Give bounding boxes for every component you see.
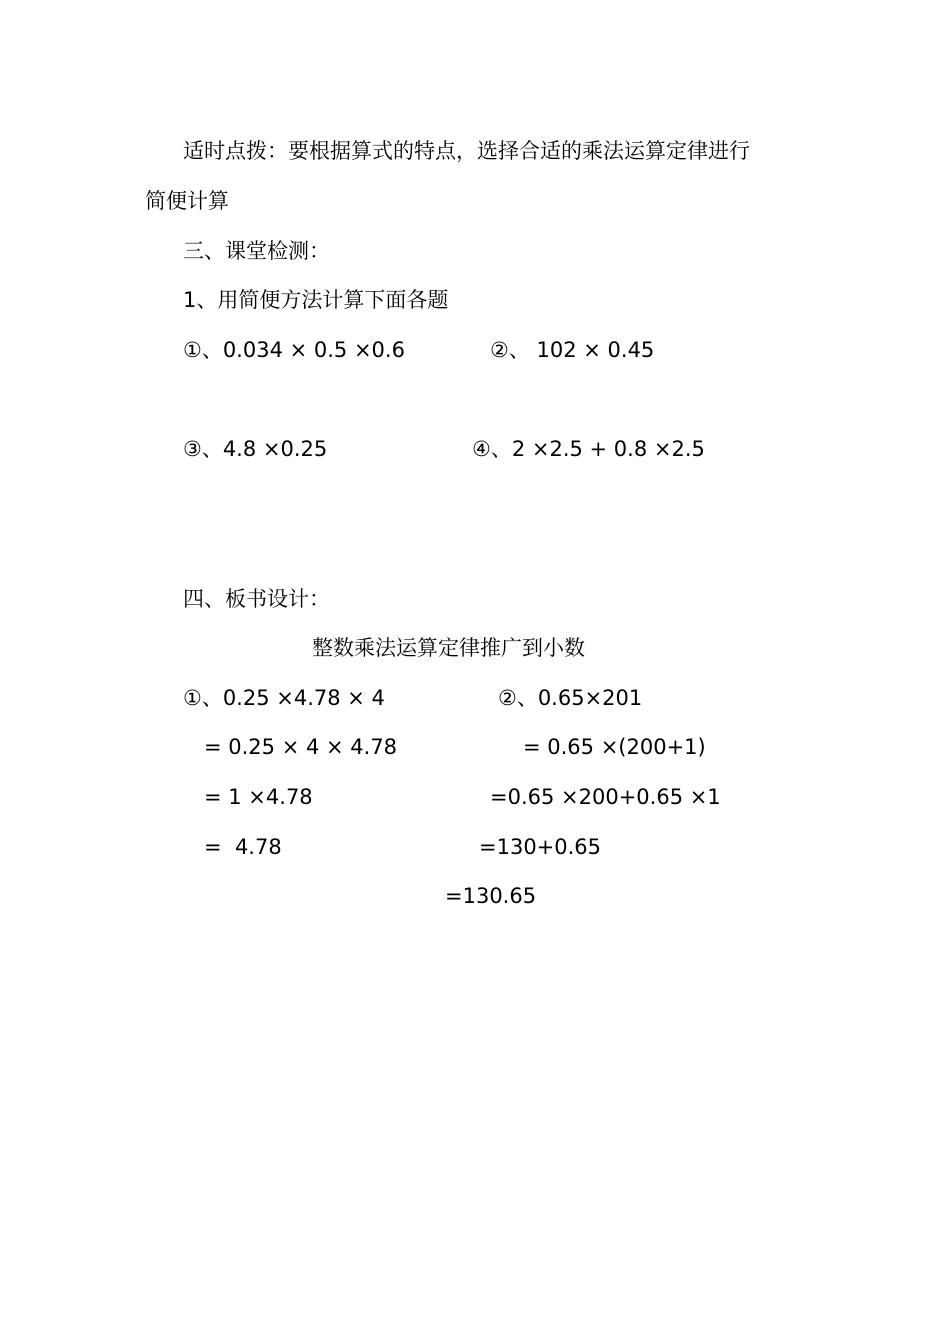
example-1-head: ①、0.25 ×4.78 × 4 [183,686,385,710]
example-1-step-1: = 0.25 × 4 × 4.78 [204,735,398,759]
example-2-step-1: = 0.65 ×(200+1) [523,735,706,759]
example-2-step-3: =130+0.65 [479,835,602,859]
example-2-step-2: =0.65 ×200+0.65 ×1 [490,785,721,809]
hint-line-1: 适时点拨：要根据算式的特点，选择合适的乘法运算定律进行 [183,139,750,163]
section-4-heading: 四、板书设计： [183,587,330,611]
problem-3: ③、4.8 ×0.25 [183,437,328,461]
hint-line-2: 简便计算 [145,189,229,213]
example-1-step-2: = 1 ×4.78 [204,785,313,809]
question-1: 1、用简便方法计算下面各题 [183,288,449,312]
problem-1: ①、0.034 × 0.5 ×0.6 [183,338,405,362]
board-title: 整数乘法运算定律推广到小数 [312,636,585,660]
example-2-step-4: =130.65 [445,884,537,908]
example-1-step-3: = 4.78 [204,835,282,859]
problem-4: ④、2 ×2.5 + 0.8 ×2.5 [472,437,705,461]
section-3-heading: 三、课堂检测： [183,239,330,263]
problem-2: ②、 102 × 0.45 [490,338,655,362]
example-2-head: ②、0.65×201 [498,686,643,710]
